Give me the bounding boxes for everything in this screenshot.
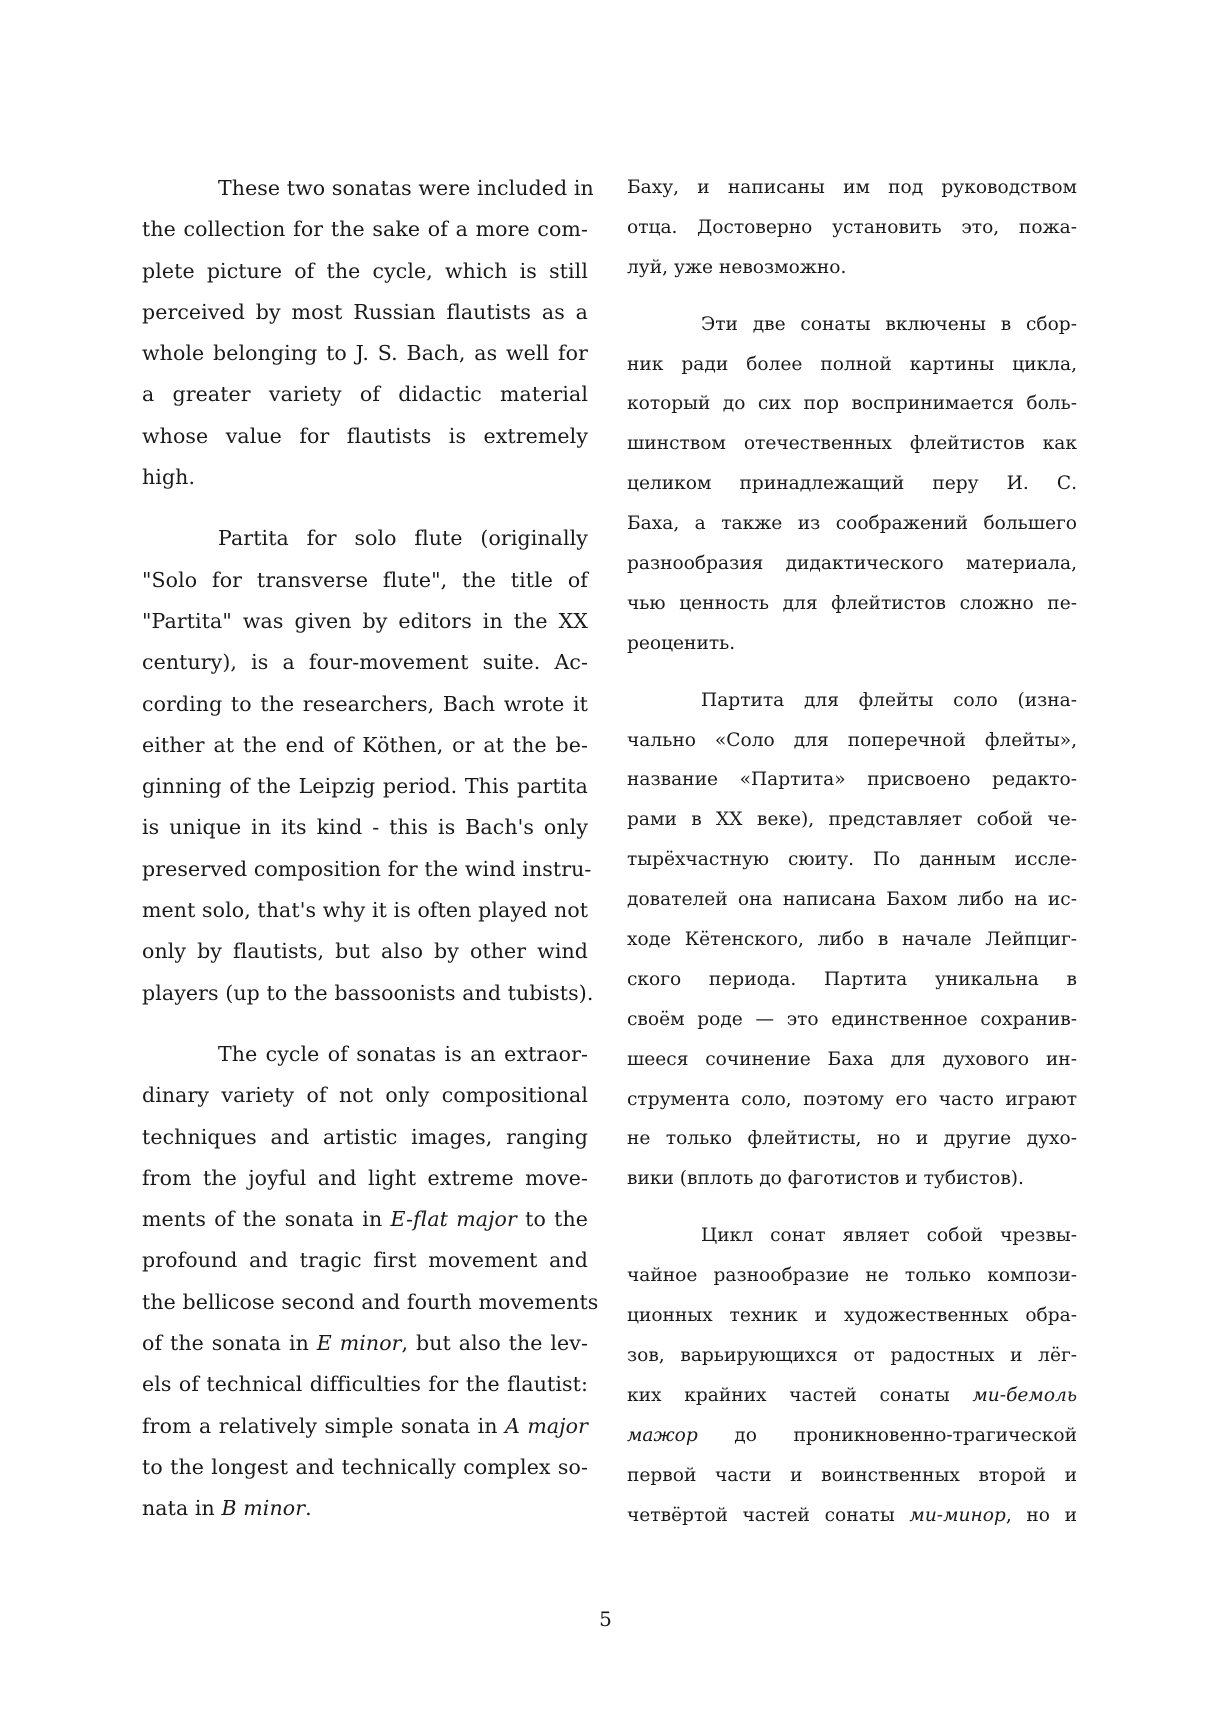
text-line: Партита для флейты соло (изна- <box>701 689 1077 711</box>
text-line: whose value for flautists is extremely <box>142 423 588 448</box>
key-name-italic: E minor <box>316 1331 402 1356</box>
text-line: чью ценность для флейтистов сложно пе- <box>627 592 1077 614</box>
text-fragment: , но и <box>1005 1504 1077 1526</box>
text-line: своём роде — это единственное сохранив- <box>627 1008 1077 1030</box>
text-line: который до сих пор воспринимается боль- <box>627 393 1077 415</box>
text-line: не только флейтисты, но и другие духо- <box>627 1128 1077 1150</box>
text-line <box>142 1323 588 1364</box>
key-name-italic: B minor <box>221 1496 306 1521</box>
text-line: These two sonatas were included in <box>218 176 594 200</box>
text-line: зов, варьирующихся от радостных и лёг- <box>627 1344 1077 1366</box>
text-fragment: of the sonata in <box>142 1331 317 1356</box>
key-name-italic: мажор <box>627 1424 698 1446</box>
text-line: cording to the researchers, Bach wrote it <box>142 691 588 716</box>
text-fragment: , but also the lev- <box>401 1331 588 1356</box>
text-fragment: from a relatively simple sonata in <box>142 1413 505 1438</box>
text-line: первой части и воинственных второй и <box>627 1464 1077 1486</box>
text-line: Баха, а также из соображений большего <box>627 513 1077 535</box>
text-line: "Partita" was given by editors in the XX <box>142 608 588 633</box>
russian-paragraph-2 <box>627 681 1077 1200</box>
text-line: ского периода. Партита уникальна в <box>627 968 1077 990</box>
text-line: els of technical difficulties for the flautist: <box>142 1372 588 1397</box>
key-name-italic: ми-минор <box>909 1504 1006 1526</box>
key-name-italic: A major <box>505 1413 588 1438</box>
russian-column <box>627 168 1077 1552</box>
text-line: отца. Достоверно установить это, пожа- <box>627 216 1077 238</box>
key-name-italic: ми-бемоль <box>972 1384 1077 1406</box>
text-line: реоценить. <box>627 632 736 654</box>
text-line: ginning of the Leipzig period. This partita <box>142 774 588 799</box>
text-line: чайное разнообразие не только компози- <box>627 1265 1077 1287</box>
text-line: Partita for solo flute (originally <box>218 526 588 551</box>
text-line <box>627 1416 1077 1456</box>
text-line: profound and tragic first movement and <box>142 1248 588 1273</box>
text-fragment: nata in <box>142 1496 222 1521</box>
text-line: whole belonging to J. S. Bach, as well for <box>142 341 588 366</box>
text-fragment: ких крайних частей сонаты <box>627 1384 973 1406</box>
text-line: the collection for the sake of a more com- <box>142 217 588 242</box>
text-line: perceived by most Russian flautists as a <box>142 299 588 324</box>
text-line: рами в XX веке), представляет собой че- <box>627 809 1077 831</box>
english-paragraph-3 <box>142 1034 599 1530</box>
page-number: 5 <box>599 1607 612 1631</box>
text-line: plete picture of the cycle, which is still <box>142 258 588 283</box>
text-fragment: . <box>305 1496 312 1521</box>
text-line: струмента соло, поэтому его часто играют <box>627 1088 1077 1110</box>
english-paragraph-1 <box>142 168 594 498</box>
text-line <box>627 1496 1077 1536</box>
text-line: целиком принадлежащий перу И. С. <box>627 473 1077 495</box>
text-line: from the joyful and light extreme move- <box>142 1165 588 1190</box>
english-paragraph-2 <box>142 518 594 1014</box>
text-line: The cycle of sonatas is an extraor- <box>218 1041 588 1066</box>
text-line <box>627 1376 1077 1416</box>
english-column <box>142 168 599 1550</box>
text-fragment: до проникновенно-трагической <box>697 1424 1077 1446</box>
text-line <box>142 1488 588 1529</box>
text-line: ционных техник и художественных обра- <box>627 1305 1077 1327</box>
text-line: чально «Соло для поперечной флейты», <box>627 729 1077 751</box>
text-line: Эти две сонаты включены в сбор- <box>701 313 1077 335</box>
text-line: тырёхчастную сюиту. По данным иссле- <box>627 849 1077 871</box>
text-line: century), is a four-movement suite. Ac- <box>142 650 588 675</box>
text-line: to the longest and technically complex so- <box>142 1454 588 1479</box>
text-line: Баху, и написаны им под руководством <box>627 177 1077 198</box>
text-line: a greater variety of didactic material <box>142 382 588 407</box>
text-line: the bellicose second and fourth movements <box>142 1289 599 1314</box>
key-name-italic: E-flat major <box>390 1207 517 1232</box>
russian-paragraph-1 <box>627 305 1077 664</box>
text-line: название «Партита» присвоено редакто- <box>627 769 1077 791</box>
text-line: is unique in its kind - this is Bach's only <box>142 815 588 840</box>
text-line: "Solo for transverse flute", the title of <box>142 567 588 592</box>
text-fragment: to the <box>516 1207 588 1232</box>
text-fragment: ments of the sonata in <box>142 1207 391 1232</box>
text-fragment: четвёртой частей сонаты <box>627 1504 910 1526</box>
text-line: Цикл сонат являет собой чрезвы- <box>701 1225 1077 1247</box>
text-line: dinary variety of not only compositional <box>142 1083 588 1108</box>
text-line: high. <box>142 465 196 490</box>
text-line: вики (вплоть до фаготистов и тубистов). <box>627 1168 1024 1190</box>
russian-paragraph-3 <box>627 1216 1077 1535</box>
text-line: разнообразия дидактического материала, <box>627 553 1077 575</box>
text-line: techniques and artistic images, ranging <box>142 1124 588 1149</box>
text-line: either at the end of Köthen, or at the be- <box>142 732 588 757</box>
text-line: ment solo, that's why it is often played not <box>142 898 589 923</box>
text-line: preserved composition for the wind instru- <box>142 856 592 881</box>
text-line: дователей она написана Бахом либо на ис- <box>627 889 1077 911</box>
text-line: шинством отечественных флейтистов как <box>627 433 1077 455</box>
text-line <box>142 1199 588 1240</box>
text-line: only by flautists, but also by other wind <box>142 939 588 964</box>
russian-paragraph-0 <box>627 168 1077 288</box>
text-line: players (up to the bassoonists and tubists). <box>142 980 594 1005</box>
text-line: шееся сочинение Баха для духового ин- <box>627 1048 1077 1070</box>
text-line: ходе Кётенского, либо в начале Лейпциг- <box>627 929 1077 951</box>
text-line: ник ради более полной картины цикла, <box>627 353 1077 375</box>
text-line <box>142 1406 588 1447</box>
text-line: луй, уже невозможно. <box>627 256 847 278</box>
